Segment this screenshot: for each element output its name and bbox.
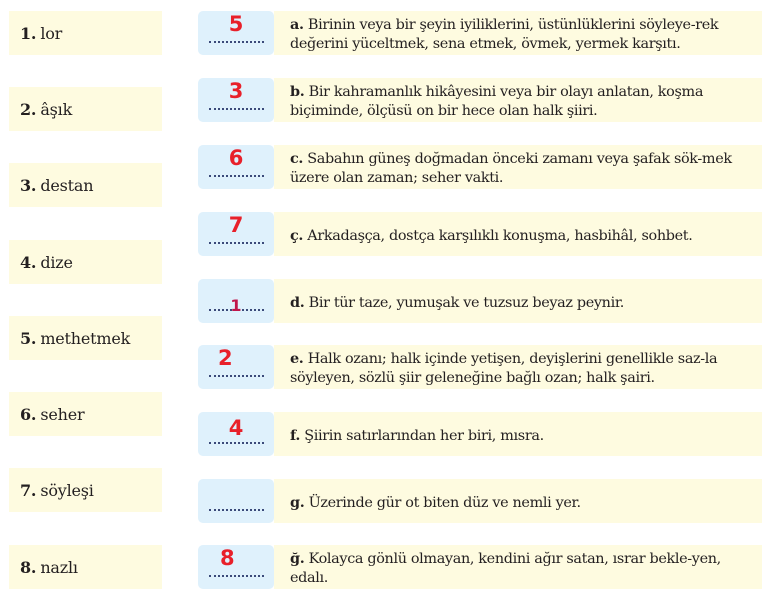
answer-box-e[interactable] (198, 345, 274, 389)
definition-text: Birinin veya bir şeyin iyiliklerini, üstünlüklerini söyleye-rek değerini yüceltmek, sena etmek, övmek, yermek karşıtı. (290, 17, 719, 52)
term-2 (9, 87, 162, 131)
term-number: 5. (20, 328, 37, 348)
term-number: 3. (20, 175, 37, 195)
definition-c (274, 145, 762, 189)
answer-blank-line (209, 575, 264, 577)
definition-letter: g. (290, 493, 305, 511)
answer-value: 4 (228, 416, 244, 440)
answer-box-d[interactable] (198, 279, 274, 323)
definition-letter: ç. (290, 226, 304, 244)
definition-text: Arkadaşça, dostça karşılıklı konuşma, hasbihâl, sohbet. (303, 227, 693, 244)
definition-letter: d. (290, 293, 305, 311)
term-1 (9, 11, 162, 55)
definition-letter: a. (290, 16, 304, 33)
term-word: nazlı (40, 557, 78, 577)
answer-box-c-cedilla[interactable] (198, 212, 274, 256)
term-word: söyleşi (40, 480, 94, 500)
answer-box-g-breve[interactable] (198, 545, 274, 589)
term-5 (9, 316, 162, 360)
answer-blank-line (209, 375, 264, 377)
definition-letter: e. (290, 350, 304, 367)
term-word: âşık (40, 99, 73, 119)
answer-value: 5 (228, 12, 244, 36)
term-word: lor (40, 23, 63, 43)
definition-e (274, 345, 762, 389)
term-word: seher (40, 404, 85, 424)
answer-blank-line (209, 509, 264, 511)
answer-blank-line (209, 442, 264, 444)
term-word: destan (40, 175, 94, 195)
answer-value: 2 (218, 346, 233, 370)
definition-letter: c. (290, 150, 304, 167)
definition-b (274, 78, 762, 122)
definition-text: Bir tür taze, yumuşak ve tuzsuz beyaz peynir. (304, 294, 625, 311)
answer-value: 6 (228, 146, 244, 170)
definition-text: Sabahın güneş doğmadan önceki zamanı veya şafak sök-mek üzere olan zaman; seher vakti. (290, 151, 732, 186)
term-7 (9, 468, 162, 512)
answer-box-g[interactable] (198, 479, 274, 523)
definition-g-breve (274, 545, 762, 589)
term-word: dize (40, 252, 73, 272)
term-8 (9, 545, 162, 589)
answer-blank-line (209, 175, 264, 177)
definition-text: Şiirin satırlarından her biri, mısra. (300, 427, 544, 444)
definition-letter: f. (290, 426, 300, 444)
answer-value: 8 (220, 546, 235, 570)
answer-value: 1 (230, 296, 242, 315)
answer-value: 7 (228, 213, 244, 237)
definition-letter: ğ. (290, 550, 305, 567)
definition-g (274, 479, 762, 523)
term-6 (9, 392, 162, 436)
answer-box-f[interactable] (198, 412, 274, 456)
term-number: 7. (20, 480, 37, 500)
definition-text: Kolayca gönlü olmayan, kendini ağır satan, ısrar bekle-yen, edalı. (290, 551, 721, 586)
term-number: 4. (20, 252, 37, 272)
definition-text: Üzerinde gür ot biten düz ve nemli yer. (304, 494, 581, 511)
term-number: 8. (20, 557, 37, 577)
definition-a (274, 11, 762, 55)
definition-text: Halk ozanı; halk içinde yetişen, deyişlerini genellikle saz-la söyleyen, sözlü şiir geleneğine bağlı ozan; halk şairi. (290, 351, 718, 386)
term-word: methetmek (40, 328, 131, 348)
answer-value: 3 (228, 79, 244, 103)
definition-d (274, 279, 762, 323)
answer-box-b[interactable] (198, 78, 274, 122)
definition-letter: b. (290, 83, 305, 100)
term-number: 6. (20, 404, 37, 424)
term-number: 2. (20, 99, 37, 119)
term-number: 1. (20, 23, 37, 43)
term-3 (9, 163, 162, 207)
answer-box-c[interactable] (198, 145, 274, 189)
answer-box-a[interactable] (198, 11, 274, 55)
answer-blank-line (209, 242, 264, 244)
definition-text: Bir kahramanlık hikâyesini veya bir olayı anlatan, koşma biçiminde, ölçüsü on bir hece olan halk şiiri. (290, 84, 704, 119)
answer-blank-line (209, 108, 264, 110)
term-4 (9, 240, 162, 284)
definition-c-cedilla (274, 212, 762, 256)
answer-blank-line (209, 41, 264, 43)
definition-f (274, 412, 762, 456)
